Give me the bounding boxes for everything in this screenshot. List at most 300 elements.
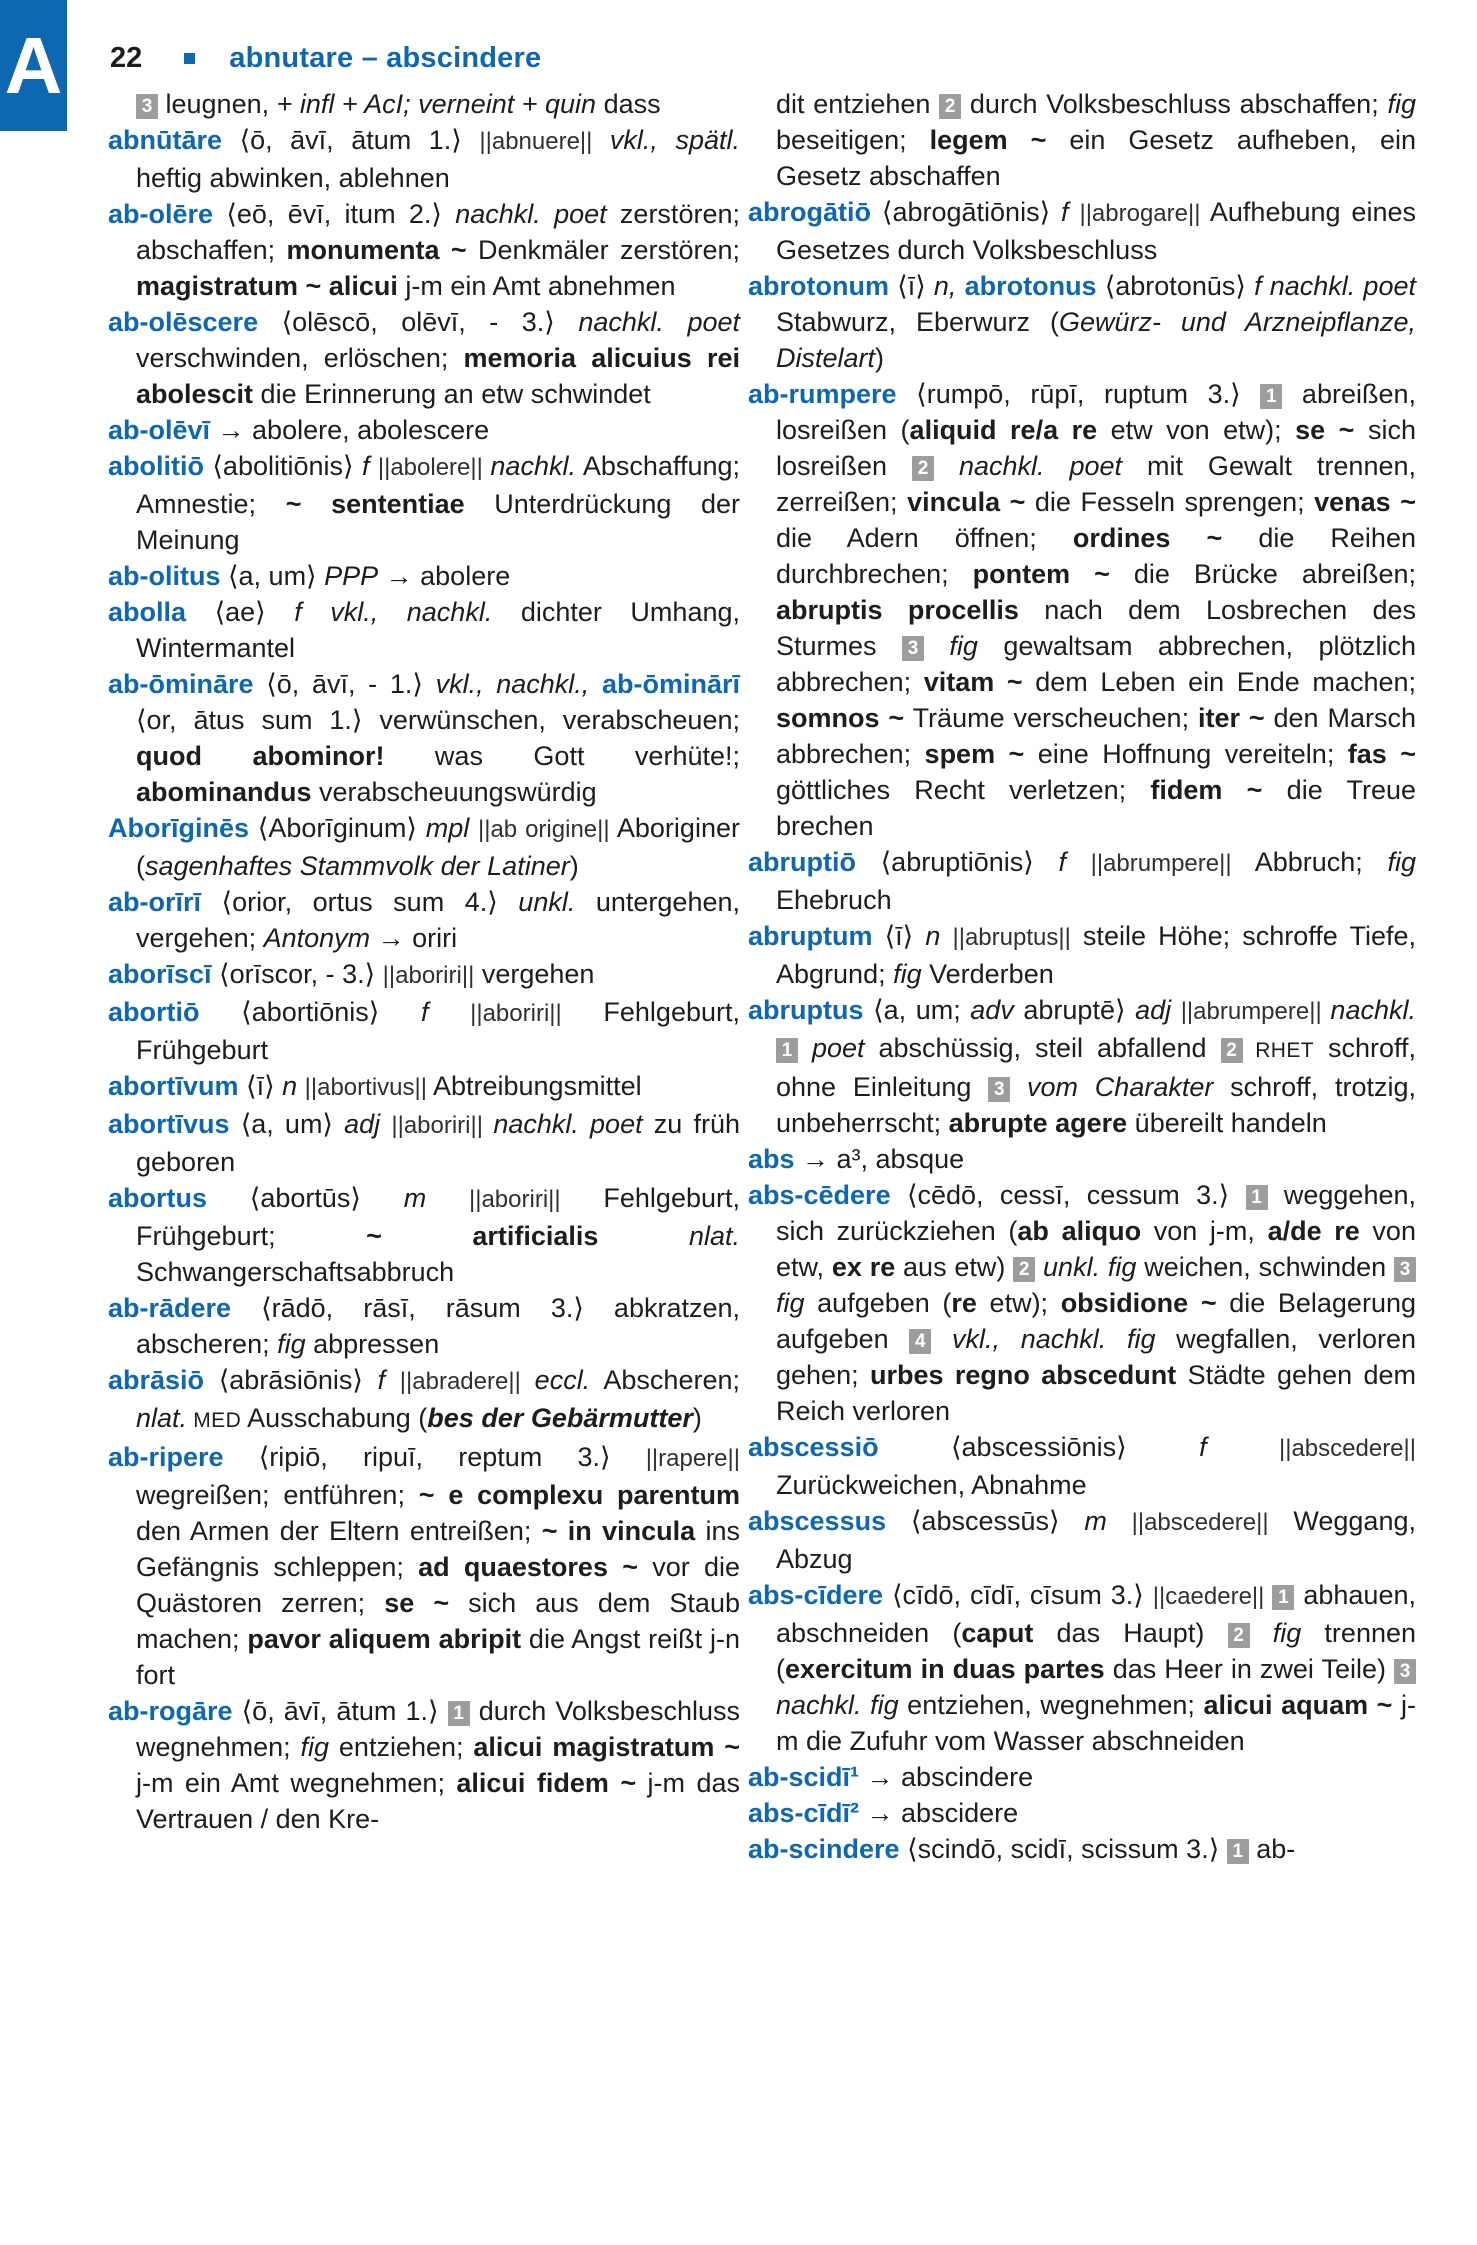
dictionary-column-left [108,86,740,1837]
entry-segment: ab- [1248,1834,1296,1864]
entry-segment: unkl. fig [1035,1252,1137,1282]
dictionary-entry [108,412,740,448]
entry-segment: ) [875,343,885,373]
entry-segment: ||abortivus|| [304,1074,427,1101]
entry-segment: ⟨abortūs⟩ [207,1183,404,1213]
entry-segment: die Fesseln sprengen; [1025,487,1315,517]
entry-segment: die Adern öffnen; [776,523,1073,553]
entry-segment: nachkl. poet [455,199,607,229]
sense-number-badge: 2 [1013,1257,1035,1282]
headword: abolla [108,597,187,627]
entry-segment: den Marsch abbrechen; [776,703,1416,769]
entry-segment: entziehen; [329,1732,474,1762]
entry-segment: was Gott verhüte!; [384,741,740,771]
entry-segment: obsidione ~ [1060,1288,1217,1318]
entry-segment: → a³, absque [794,1144,965,1174]
entry-segment: ⟨abrotonūs⟩ [1096,271,1255,301]
entry-segment: eccl. [534,1365,591,1395]
entry-segment: somnos ~ [776,703,905,733]
entry-segment: dichter Umhang, Wintermantel [136,597,740,663]
entry-segment: → oriri [370,923,458,953]
entry-segment: → abolere [378,561,511,591]
dictionary-entry [108,1106,740,1180]
entry-segment: Verderben [921,959,1054,989]
entry-segment: ordines ~ [1072,523,1223,553]
entry-segment: nachkl. poet [493,1109,643,1139]
entry-segment: aufgeben ( [804,1288,952,1318]
entry-segment: Abschaffung; Amnestie; [136,451,740,519]
entry-segment: vkl., nachkl. fig [931,1324,1156,1354]
entry-segment: Ehebruch [776,885,892,915]
dictionary-entry [748,1759,1416,1795]
entry-segment: j-m ein Amt abnehmen [397,271,676,301]
headword: abruptus [748,995,864,1025]
entry-segment: die Brücke abreißen; [1109,559,1416,589]
entry-segment: ||abolere|| [377,454,491,481]
entry-segment: durch Volksbeschluss wegnehmen; [136,1696,740,1762]
headword: ab-olēvī [108,415,211,445]
entry-segment: adj [1135,995,1181,1025]
guide-words: abnutare – abscindere [229,41,542,74]
entry-segment: PPP [324,561,379,591]
entry-segment: ||abscedere|| [1278,1435,1416,1462]
entry-segment: bes der Gebärmutter [427,1403,693,1433]
sense-number-badge: 1 [1260,384,1282,409]
entry-segment: durch Volksbeschluss abschaffen; [961,89,1388,119]
entry-segment: ⟨cīdō, cīdī, cīsum 3.⟩ [883,1580,1153,1610]
entry-segment: m [403,1183,469,1213]
entry-segment: ⟨abolitiōnis⟩ [204,451,362,481]
entry-segment: fidem ~ [1150,775,1263,805]
entry-segment: ⟨or, ātus sum 1.⟩ verwünschen, verabscheuen; [136,705,740,735]
headword: abs-cīdī² [748,1798,860,1828]
headword: abortīvum [108,1071,239,1101]
dictionary-entry [748,194,1416,268]
entry-segment: Unterdrückung der Meinung [136,489,741,555]
entry-segment: weggehen, sich zurückziehen ( [776,1180,1416,1246]
entry-segment: Stabwurz, Eberwurz ( [776,307,1059,337]
dictionary-entry [108,1439,740,1693]
entry-segment: eine Hoffnung vereiteln; [1024,739,1348,769]
dictionary-entry [108,558,740,594]
entry-segment: ||aboriri|| [391,1112,494,1139]
entry-segment: alicui fidem ~ [456,1768,637,1798]
entry-segment: memoria alicuius rei abolescit [136,343,740,409]
headword: abolitiō [108,451,204,481]
entry-segment: ⟨ripiō, ripuī, reptum 3.⟩ [223,1442,646,1472]
entry-segment: verschwinden, erlöschen; [136,343,464,373]
entry-segment: f [420,997,471,1027]
entry-segment: abominandus [136,777,312,807]
entry-segment: ⟨scindō, scidī, scissum 3.⟩ [899,1834,1227,1864]
entry-segment: etw); [976,1288,1061,1318]
entry-segment: ⟨a, um; [863,995,971,1025]
entry-segment: → abolere, abolescere [210,415,490,445]
entry-segment: trennen ( [776,1618,1417,1684]
entry-segment: vom Charakter [1010,1072,1214,1102]
dictionary-entry [108,448,740,558]
headword: abrogātiō [748,197,872,227]
entry-segment: gewaltsam abbrechen, plötzlich abbrechen; [776,631,1416,697]
entry-segment: nachkl. poet [578,307,740,337]
entry-segment: ||abscedere|| [1131,1509,1269,1536]
entry-segment: zerstören; abschaffen; [136,199,740,265]
entry-segment: abrupte agere [948,1108,1128,1138]
entry-segment: nlat. [136,1403,188,1433]
dictionary-entry [748,1177,1416,1429]
entry-segment: legem ~ [929,125,1047,155]
dictionary-entry [108,884,740,956]
entry-segment: Städte gehen dem Reich verloren [776,1360,1416,1426]
sense-number-badge: 1 [1272,1585,1294,1610]
entry-segment: → abscindere [859,1762,1034,1792]
dictionary-entry [748,1831,1416,1867]
entry-segment: caput [961,1618,1034,1648]
entry-segment: von etw, [776,1216,1416,1282]
page-header [110,38,541,78]
entry-segment: ||abrogare|| [1079,200,1201,227]
entry-segment: ⟨ī⟩ [872,921,926,951]
entry-segment: → abscidere [859,1798,1019,1828]
sense-number-badge: 1 [1246,1185,1268,1210]
dictionary-entry [748,918,1416,992]
sense-number-badge: 3 [1394,1659,1416,1684]
entry-segment: ~ in vincula [541,1516,696,1546]
entry-segment: f [1058,847,1091,877]
dictionary-entry [108,122,740,196]
entry-segment: fig [776,1288,805,1318]
sense-number-badge: 1 [776,1038,798,1063]
entry-segment: pontem ~ [972,559,1110,589]
dictionary-entry [108,594,740,666]
headword: ab-orīrī [108,887,202,917]
headword: abnūtāre [108,125,223,155]
entry-segment: f [1061,197,1080,227]
entry-segment: ⟨cēdō, cessī, cessum 3.⟩ [890,1180,1246,1210]
entry-segment: die Erinnerung an etw schwindet [253,379,651,409]
entry-segment: ⟨abrāsiōnis⟩ [204,1365,378,1395]
entry-segment: mpl [425,813,478,843]
entry-segment: Schwangerschaftsabbruch [136,1257,455,1287]
entry-segment: beseitigen; [776,125,930,155]
entry-segment: die Reihen durchbrechen; [776,523,1416,589]
entry-segment: se ~ [384,1588,450,1618]
entry-segment: ein Gesetz aufheben, ein Gesetz abschaffen [776,125,1416,191]
dictionary-entry [108,956,740,994]
entry-segment: weichen, schwinden [1136,1252,1394,1282]
entry-segment: abreißen, losreißen ( [776,379,1416,445]
entry-segment: ||ab origine|| [477,816,610,843]
entry-segment: vergehen [474,959,595,989]
entry-segment: Träume verscheuchen; [904,703,1198,733]
headword: ab-scidī¹ [748,1762,860,1792]
entry-segment: ⟨rumpō, rūpī, ruptum 3.⟩ [896,379,1261,409]
entry-segment: von j-m, [1141,1216,1268,1246]
entry-segment: nachkl. fig [776,1690,899,1720]
entry-segment: Ausschabung ( [241,1403,428,1433]
entry-segment: die Angst reißt j-n fort [136,1624,740,1690]
entry-segment: ~ e complexu parentum [418,1480,740,1510]
entry-segment: + infl + AcI; verneint + quin [276,89,597,119]
dictionary-column-right [748,86,1416,1867]
entry-segment: fas ~ [1347,739,1416,769]
dictionary-entry [748,86,1416,194]
letter-tab [0,0,67,131]
dictionary-entry [108,86,740,122]
entry-segment: ab aliquo [1017,1216,1142,1246]
sense-number-badge: 3 [988,1077,1010,1102]
entry-segment: ⟨ae⟩ [186,597,295,627]
entry-segment: aliquid re/a re [909,415,1098,445]
entry-segment: Aufhebung eines Gesetzes durch Volksbeschluss [776,197,1416,265]
entry-segment: ex re [831,1252,896,1282]
entry-segment: Denkmäler zerstören; [466,235,740,265]
headword: Aborīginēs [108,813,250,843]
dictionary-entry [748,1503,1416,1577]
entry-segment: adv [970,995,1014,1025]
entry-segment: göttliches Recht verletzen; [776,775,1151,805]
headword: abscessiō [748,1432,879,1462]
entry-segment: wegreißen; entführen; [136,1480,419,1510]
headword: ab-scindere [748,1834,900,1864]
entry-segment: ~ sententiae [285,489,465,519]
headword: ab-rumpere [748,379,897,409]
sense-number-badge: 2 [912,456,934,481]
entry-segment: ~ artificialis [366,1221,599,1251]
entry-segment: sagenhaftes Stammvolk der Latiner [145,851,570,881]
entry-segment: venas ~ [1314,487,1416,517]
entry-segment: n, [933,271,957,301]
entry-segment: nachkl. [1330,995,1416,1025]
entry-segment: Zurückweichen, Abnahme [776,1470,1087,1500]
entry-segment: Aboriginer ( [136,813,740,881]
dictionary-entry [108,1362,740,1439]
entry-segment: n [925,921,953,951]
entry-segment: ad quaestores ~ [418,1552,638,1582]
entry-segment: dit entziehen [776,89,940,119]
entry-segment: quod abominor! [136,741,385,771]
entry-segment: fig [1387,847,1416,877]
entry-segment: dem Leben ein Ende machen; [1022,667,1416,697]
headword: ab-olēscere [108,307,259,337]
entry-segment: j-m die Zufuhr vom Wasser abschneiden [776,1690,1416,1756]
headword: abortīvus [108,1109,230,1139]
sense-number-badge: 2 [939,94,961,119]
entry-segment: ⟨olēscō, olēvī, - 3.⟩ [258,307,579,337]
entry-segment: adj [344,1109,392,1139]
entry-segment: ||aboriri|| [382,962,475,989]
entry-segment: ||abnuere|| [479,128,593,155]
entry-segment: fig [1387,89,1416,119]
entry-segment: ⟨a, um⟩ [229,1109,345,1139]
dictionary-entry [108,196,740,304]
headword: aborīscī [108,959,212,989]
entry-segment: nachkl. [490,451,576,481]
entry-segment: j-m ein Amt wegnehmen; [136,1768,457,1798]
entry-segment: pavor aliquem abripit [247,1624,522,1654]
dictionary-entry [748,1795,1416,1831]
entry-segment: Gewürz- und Arzneipflanze, Distelart [776,307,1416,373]
entry-segment: iter ~ [1197,703,1265,733]
entry-segment: ⟨abortiōnis⟩ [199,997,421,1027]
entry-segment: f [1199,1432,1279,1462]
entry-segment: entziehen, wegnehmen; [898,1690,1204,1720]
headword: abs-cēdere [748,1180,891,1210]
dictionary-entry [108,810,740,884]
dictionary-entry [108,1068,740,1106]
entry-segment: f vkl., nachkl. [294,597,493,627]
entry-segment: ⟨abruptiōnis⟩ [856,847,1059,877]
entry-segment: ⟨orīscor, - 3.⟩ [211,959,383,989]
entry-segment: vor die Quästoren zerren; [136,1552,740,1618]
sense-number-badge: 2 [1228,1623,1250,1648]
entry-segment: fig [923,631,978,661]
sense-number-badge: 3 [136,94,158,119]
entry-segment: Fehlgeburt, Frühgeburt [136,997,740,1065]
entry-segment: RHET [1242,1039,1315,1062]
dictionary-entry [108,1693,740,1837]
entry-segment: ⟨ō, āvī, ātum 1.⟩ [232,1696,448,1726]
entry-segment: ⟨ī⟩ [238,1071,283,1101]
entry-segment: heftig abwinken, ablehnen [136,163,450,193]
headword: abs [748,1144,795,1174]
entry-segment: die Belagerung aufgeben [776,1288,1416,1354]
entry-segment: Fehlgeburt, Frühgeburt; [136,1183,740,1251]
headword: ab-rādere [108,1293,232,1323]
headword: ab-ripere [108,1442,224,1472]
headword: abrotonus [956,271,1097,301]
entry-segment: vkl., nachkl., [435,669,590,699]
entry-segment: alicui magistratum ~ [473,1732,741,1762]
entry-segment: f [377,1365,400,1395]
headword: abruptum [748,921,873,951]
entry-segment: j-m das Vertrauen / den Kre- [136,1768,740,1834]
entry-segment: poet [798,1033,865,1063]
entry-segment: monumenta ~ [286,235,467,265]
headword: abs-cīdere [748,1580,884,1610]
entry-segment: nlat. [598,1221,740,1251]
entry-segment: untergehen, vergehen; [136,887,740,953]
sense-number-badge: 1 [448,1701,470,1726]
dictionary-entry [748,844,1416,918]
sense-number-badge: 3 [1394,1257,1416,1282]
entry-segment: verabscheuungswürdig [311,777,597,807]
entry-segment: fig [893,959,922,989]
entry-segment: aus etw) [895,1252,1014,1282]
sense-number-badge: 2 [1221,1038,1243,1063]
entry-segment: ||caedere|| [1152,1583,1273,1610]
entry-segment: ||abrumpere|| [1180,998,1331,1025]
entry-segment: Abbruch; [1231,847,1388,877]
entry-segment: se ~ [1295,415,1355,445]
headword: abrotonum [748,271,889,301]
entry-segment: ⟨abscessiōnis⟩ [878,1432,1200,1462]
entry-segment: ||abruptus|| [952,924,1071,951]
entry-segment: exercitum in duas partes [785,1654,1105,1684]
dictionary-entry [748,992,1416,1141]
entry-segment: fig [300,1732,330,1762]
entry-segment: dass [596,89,661,119]
headword: abortiō [108,997,200,1027]
entry-segment: ⟨rādō, rāsī, rāsum 3.⟩ abkratzen, abscheren; [136,1293,740,1359]
dictionary-entry [108,994,740,1068]
headword: ab-ōmināre [108,669,254,699]
dictionary-entry [748,268,1416,376]
entry-segment: n [282,1071,305,1101]
entry-segment: ⟨eō, ēvī, itum 2.⟩ [213,199,456,229]
headword: abruptiō [748,847,856,877]
entry-segment: m [1084,1506,1132,1536]
headword: ab-olitus [108,561,221,591]
entry-segment: mit Gewalt trennen, zerreißen; [776,451,1417,517]
dictionary-entry [748,1141,1416,1177]
entry-segment: ⟨orior, ortus sum 4.⟩ [201,887,519,917]
entry-segment: das Heer in zwei Teile) [1104,1654,1395,1684]
sense-number-badge: 1 [1227,1839,1249,1864]
entry-segment: Abscheren; [590,1365,740,1395]
entry-segment: ||aboriri|| [468,1186,561,1213]
headword: ab-rogāre [108,1696,233,1726]
entry-segment: unkl. [518,887,576,917]
entry-segment: ) [569,851,579,881]
headword: abscessus [748,1506,887,1536]
dictionary-entry [108,1180,740,1290]
entry-segment: ||aboriri|| [470,1000,562,1027]
entry-segment: spem ~ [924,739,1025,769]
dictionary-entry [748,1429,1416,1503]
entry-segment: zu früh geboren [136,1109,740,1177]
entry-segment: vkl., spätl. [592,125,741,155]
entry-segment: ) [692,1403,702,1433]
letter-tab-label: A [4,20,63,110]
entry-segment: ||rapere|| [645,1445,740,1472]
entry-segment: übereilt handeln [1127,1108,1327,1138]
entry-segment: re [951,1288,977,1318]
headword: abrāsiō [108,1365,205,1395]
square-bullet-icon [184,53,195,64]
entry-segment: fig [1249,1618,1302,1648]
entry-segment: nach dem Losbrechen des Sturmes [776,595,1416,661]
entry-segment: abschüssig, steil abfallend [864,1033,1221,1063]
entry-segment: steile Höhe; schroffe Tiefe, Abgrund; [776,921,1416,989]
entry-segment: a/de re [1267,1216,1360,1246]
headword: ab-ōminārī [589,669,740,699]
entry-segment: ⟨ō, āvī, ātum 1.⟩ [222,125,480,155]
entry-segment: fig [277,1329,306,1359]
entry-segment: Weggang, Abzug [776,1506,1416,1574]
entry-segment: sich aus dem Staub machen; [136,1588,740,1654]
entry-segment: ins Gefängnis schleppen; [136,1516,740,1582]
dictionary-entry [748,1577,1416,1759]
entry-segment: alicui aquam ~ [1203,1690,1393,1720]
entry-segment: abruptis procellis [776,595,1019,625]
entry-segment: ⟨ō, āvī, - 1.⟩ [253,669,436,699]
entry-segment: abpressen [305,1329,440,1359]
page-number: 22 [110,41,143,74]
entry-segment: magistratum ~ alicui [136,271,398,301]
entry-segment: etw von etw); [1097,415,1296,445]
headword: abortus [108,1183,208,1213]
entry-segment: schroff, ohne Einleitung [776,1033,1417,1102]
entry-segment: Antonym [263,923,371,953]
entry-segment: ⟨abscessūs⟩ [886,1506,1085,1536]
entry-segment: wegfallen, verloren gehen; [776,1324,1416,1390]
entry-segment: ||abrumpere|| [1090,850,1232,877]
entry-segment: schroff, trotzig, unbeherrscht; [776,1072,1416,1138]
dictionary-entry [108,666,740,810]
dictionary-entry [108,304,740,412]
entry-segment: abhauen, abschneiden ( [776,1580,1416,1648]
